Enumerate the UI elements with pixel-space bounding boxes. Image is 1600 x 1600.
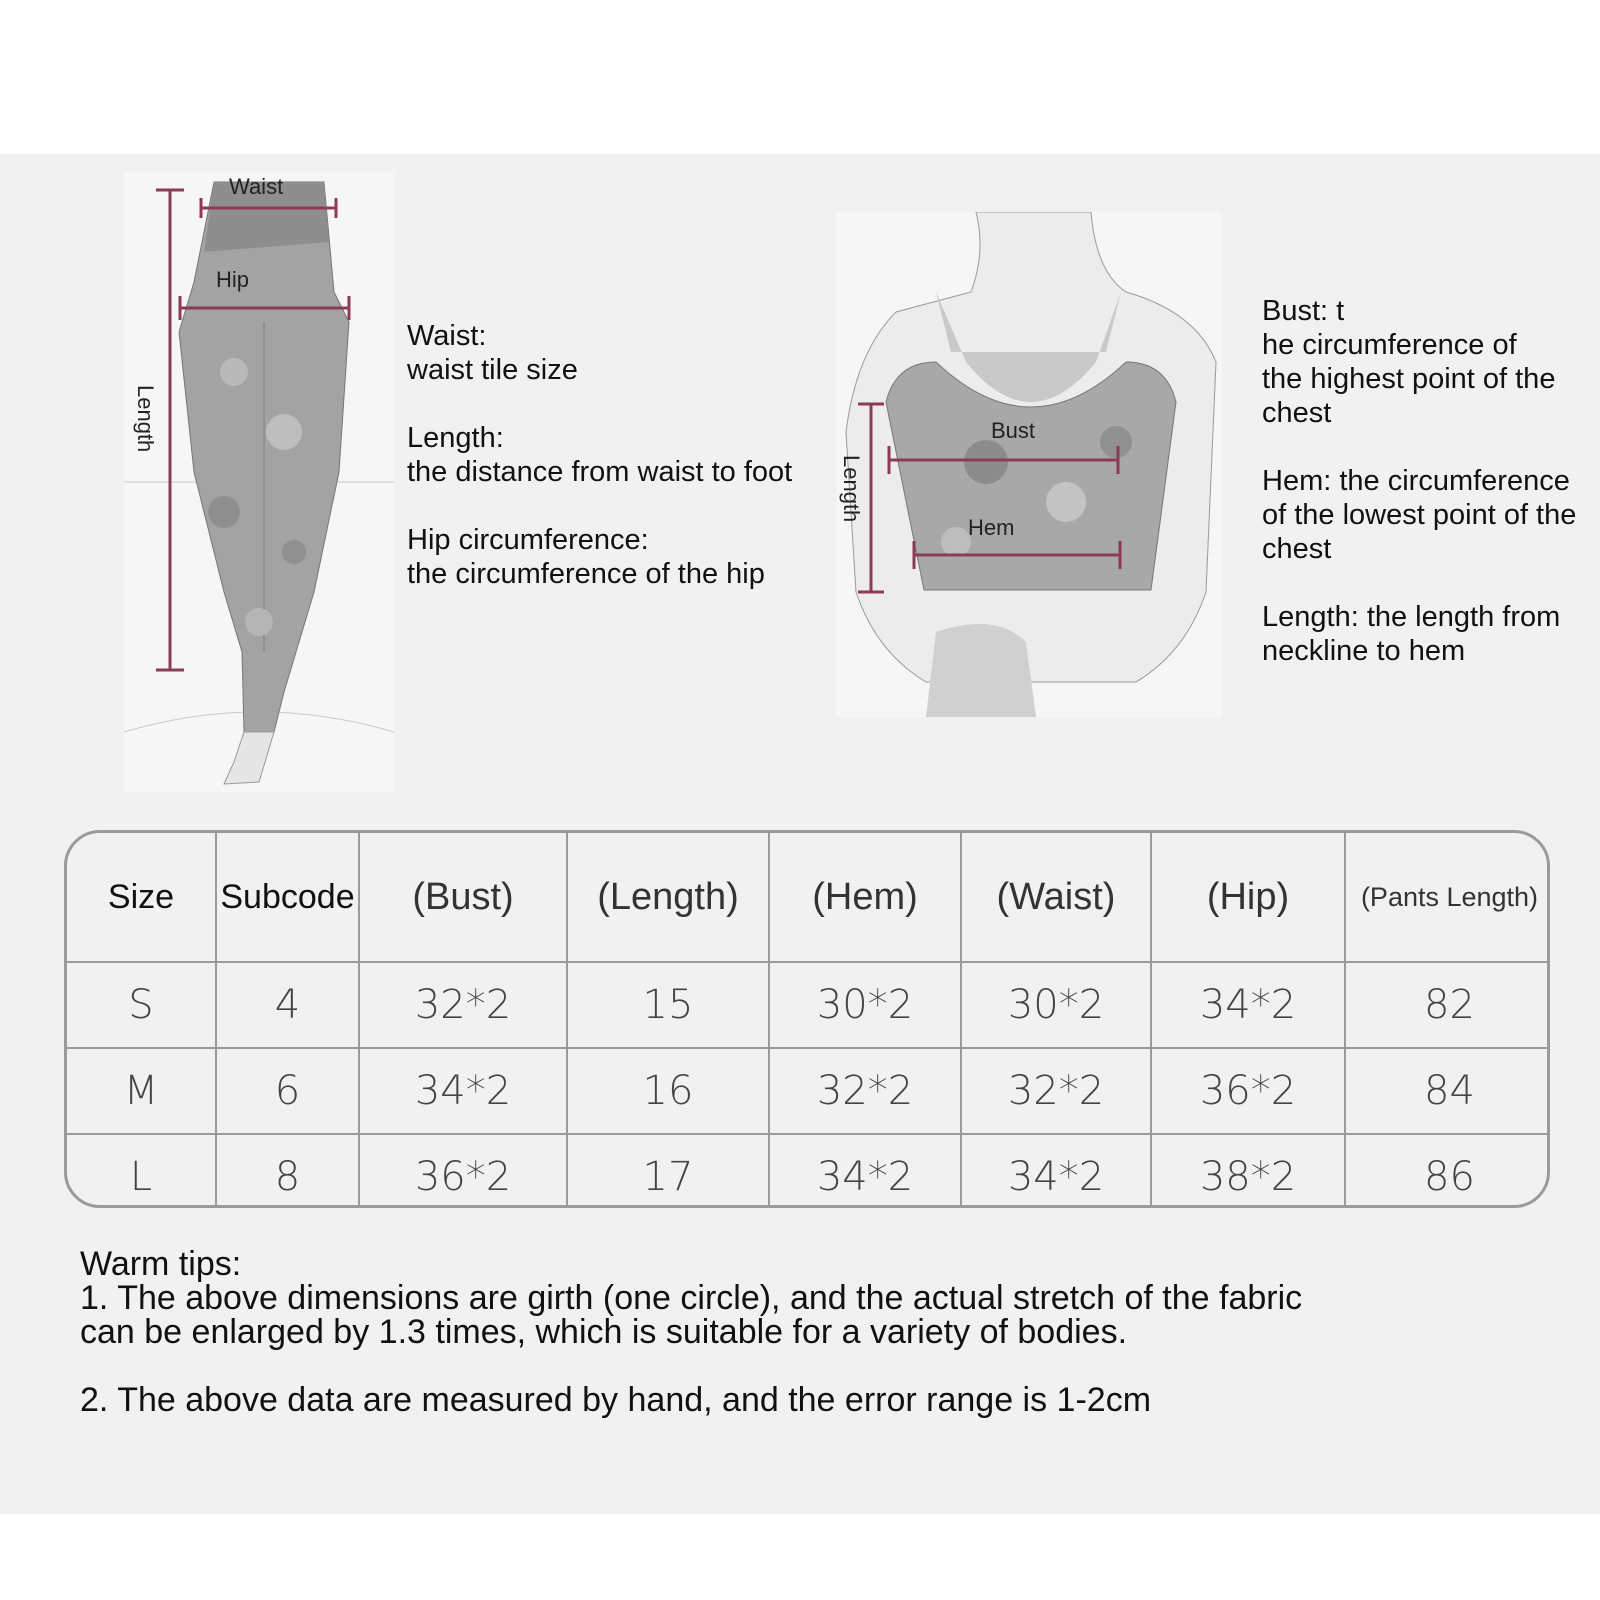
header-pants-length: (Pants Length) [1345,833,1550,962]
desc-hem: Hem: the circumference of the lowest point of the chest [1262,465,1577,565]
table-cell: 6 [216,1048,359,1134]
desc-length: Length: the distance from waist to foot [407,422,793,488]
tips-title: Warm tips: [80,1245,242,1283]
desc-top-length: Length: the length from neckline to hem [1262,601,1561,667]
desc-waist: Waist: waist tile size [407,320,578,386]
header-size: Size [67,833,216,962]
desc-bust: Bust: t he circumference of the highest point of the chest [1262,295,1556,429]
table-cell: 32*2 [769,1048,961,1134]
leggings-waist-label: Waist [229,174,284,199]
table-cell: 34*2 [769,1134,961,1208]
table-cell: 30*2 [769,962,961,1048]
header-hip: (Hip) [1151,833,1345,962]
leggings-length-label: Length [133,385,158,453]
table-cell: 86 [1345,1134,1550,1208]
header-bust: (Bust) [359,833,567,962]
table-cell: 36*2 [1151,1048,1345,1134]
top-figure [836,212,1222,717]
tips-line-2: can be enlarged by 1.3 times, which is suitable for a variety of bodies. [80,1313,1128,1351]
tips-spacer [80,1349,1480,1383]
table-cell: 32*2 [961,1048,1151,1134]
table-row [67,1048,1550,1134]
table-row [67,962,1550,1048]
table-cell: 36*2 [359,1134,567,1208]
table-header-row [67,833,1550,962]
table-cell: 34*2 [1151,962,1345,1048]
top-illustration [836,212,1222,717]
table-cell: 8 [216,1134,359,1208]
warm-tips [80,1247,1480,1417]
top-bust-label: Bust [991,418,1036,443]
table-cell: 38*2 [1151,1134,1345,1208]
leggings-hip-label: Hip [216,267,250,292]
leggings-figure [124,172,394,792]
table-cell: M [67,1048,216,1134]
table-cell: L [67,1134,216,1208]
header-waist: (Waist) [961,833,1151,962]
table-cell: 16 [567,1048,769,1134]
table-cell: 17 [567,1134,769,1208]
table-cell: 30*2 [961,962,1151,1048]
table-cell: 34*2 [961,1134,1151,1208]
leggings-descriptions [407,319,817,625]
table-cell: 84 [1345,1048,1550,1134]
header-subcode: Subcode [216,833,359,962]
table-row [67,1134,1550,1208]
top-length-label: Length [839,455,864,523]
top-descriptions [1262,294,1597,702]
top-hem-label: Hem [968,515,1015,540]
tips-line-1: 1. The above dimensions are girth (one circle), and the actual stretch of the fabric [80,1279,1303,1317]
table-cell: 4 [216,962,359,1048]
table-cell: 34*2 [359,1048,567,1134]
header-hem: (Hem) [769,833,961,962]
tips-line-3: 2. The above data are measured by hand, and the error range is 1-2cm [80,1381,1152,1419]
size-table-grid [67,833,1550,1208]
table-cell: S [67,962,216,1048]
table-cell: 32*2 [359,962,567,1048]
table-cell: 15 [567,962,769,1048]
size-table [64,830,1550,1208]
header-length: (Length) [567,833,769,962]
table-cell: 82 [1345,962,1550,1048]
leggings-illustration [124,172,394,792]
desc-hip: Hip circumference: the circumference of the hip [407,524,765,590]
